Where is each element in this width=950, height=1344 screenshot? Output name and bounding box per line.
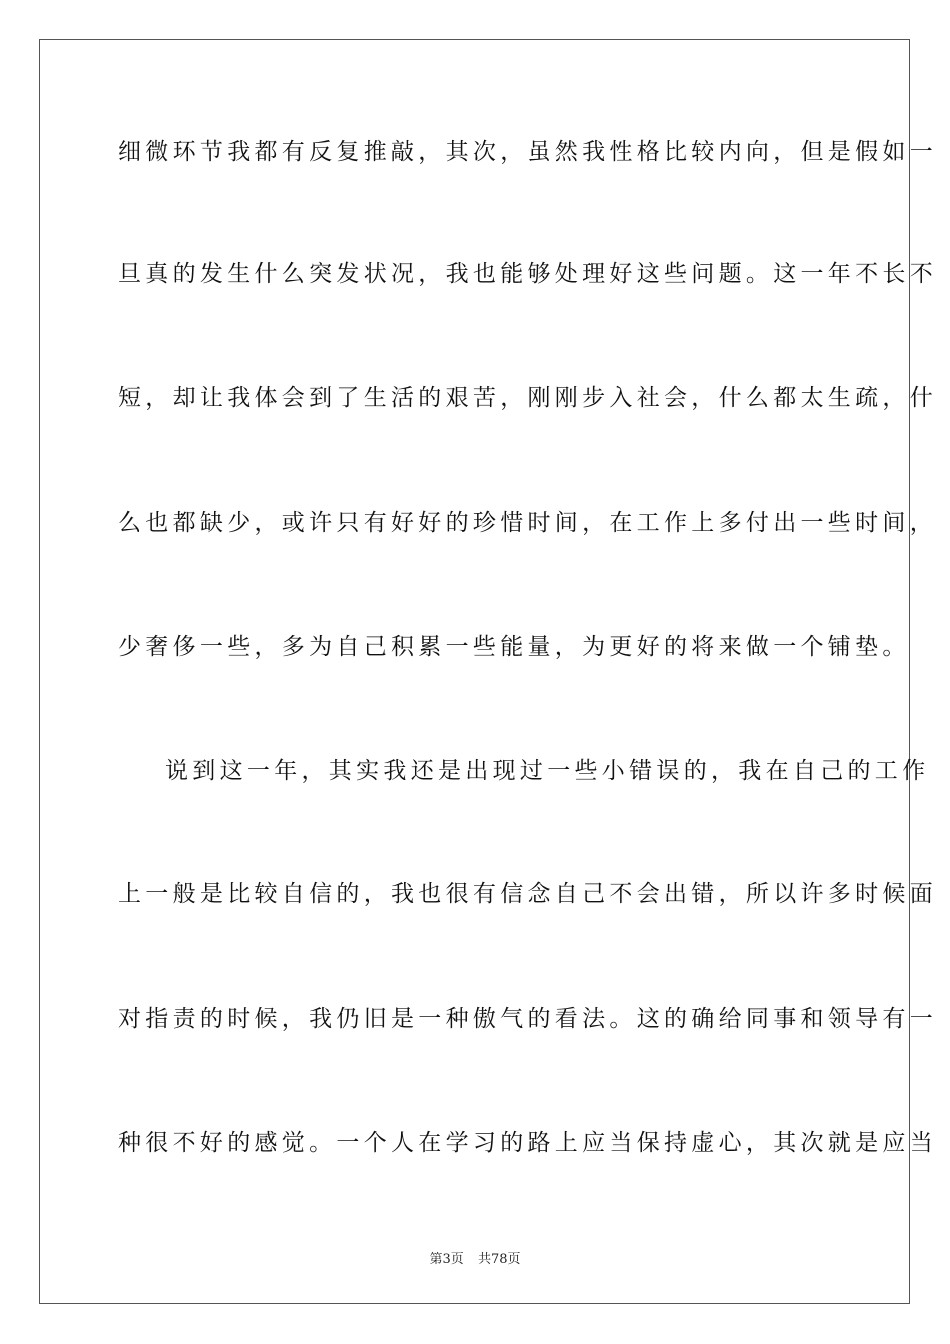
page-number: 第3页 [429, 1252, 464, 1267]
page-total: 共78页 [477, 1252, 521, 1267]
paragraph-first-line: 说到这一年，其实我还是出现过一些小错误的，我在自己的工作 [165, 758, 930, 784]
text-line: 短，却让我体会到了生活的艰苦，刚刚步入社会，什么都太生疏，什 [118, 385, 937, 411]
text-line: 上一般是比较自信的，我也很有信念自己不会出错，所以许多时候面 [118, 881, 937, 907]
text-line: 细微环节我都有反复推敲，其次，虽然我性格比较内向，但是假如一 [118, 139, 937, 165]
text-line: 旦真的发生什么突发状况，我也能够处理好这些问题。这一年不长不 [118, 261, 937, 287]
page-frame [39, 39, 937, 1304]
text-line: 对指责的时候，我仍旧是一种傲气的看法。这的确给同事和领导有一 [118, 1006, 937, 1032]
page-footer [0, 1248, 950, 1267]
text-line: 种很不好的感觉。一个人在学习的路上应当保持虚心，其次就是应当 [118, 1130, 937, 1156]
text-line: 么也都缺少，或许只有好好的珍惜时间，在工作上多付出一些时间， [118, 510, 937, 536]
text-line: 少奢侈一些，多为自己积累一些能量，为更好的将来做一个铺垫。 [118, 634, 910, 660]
